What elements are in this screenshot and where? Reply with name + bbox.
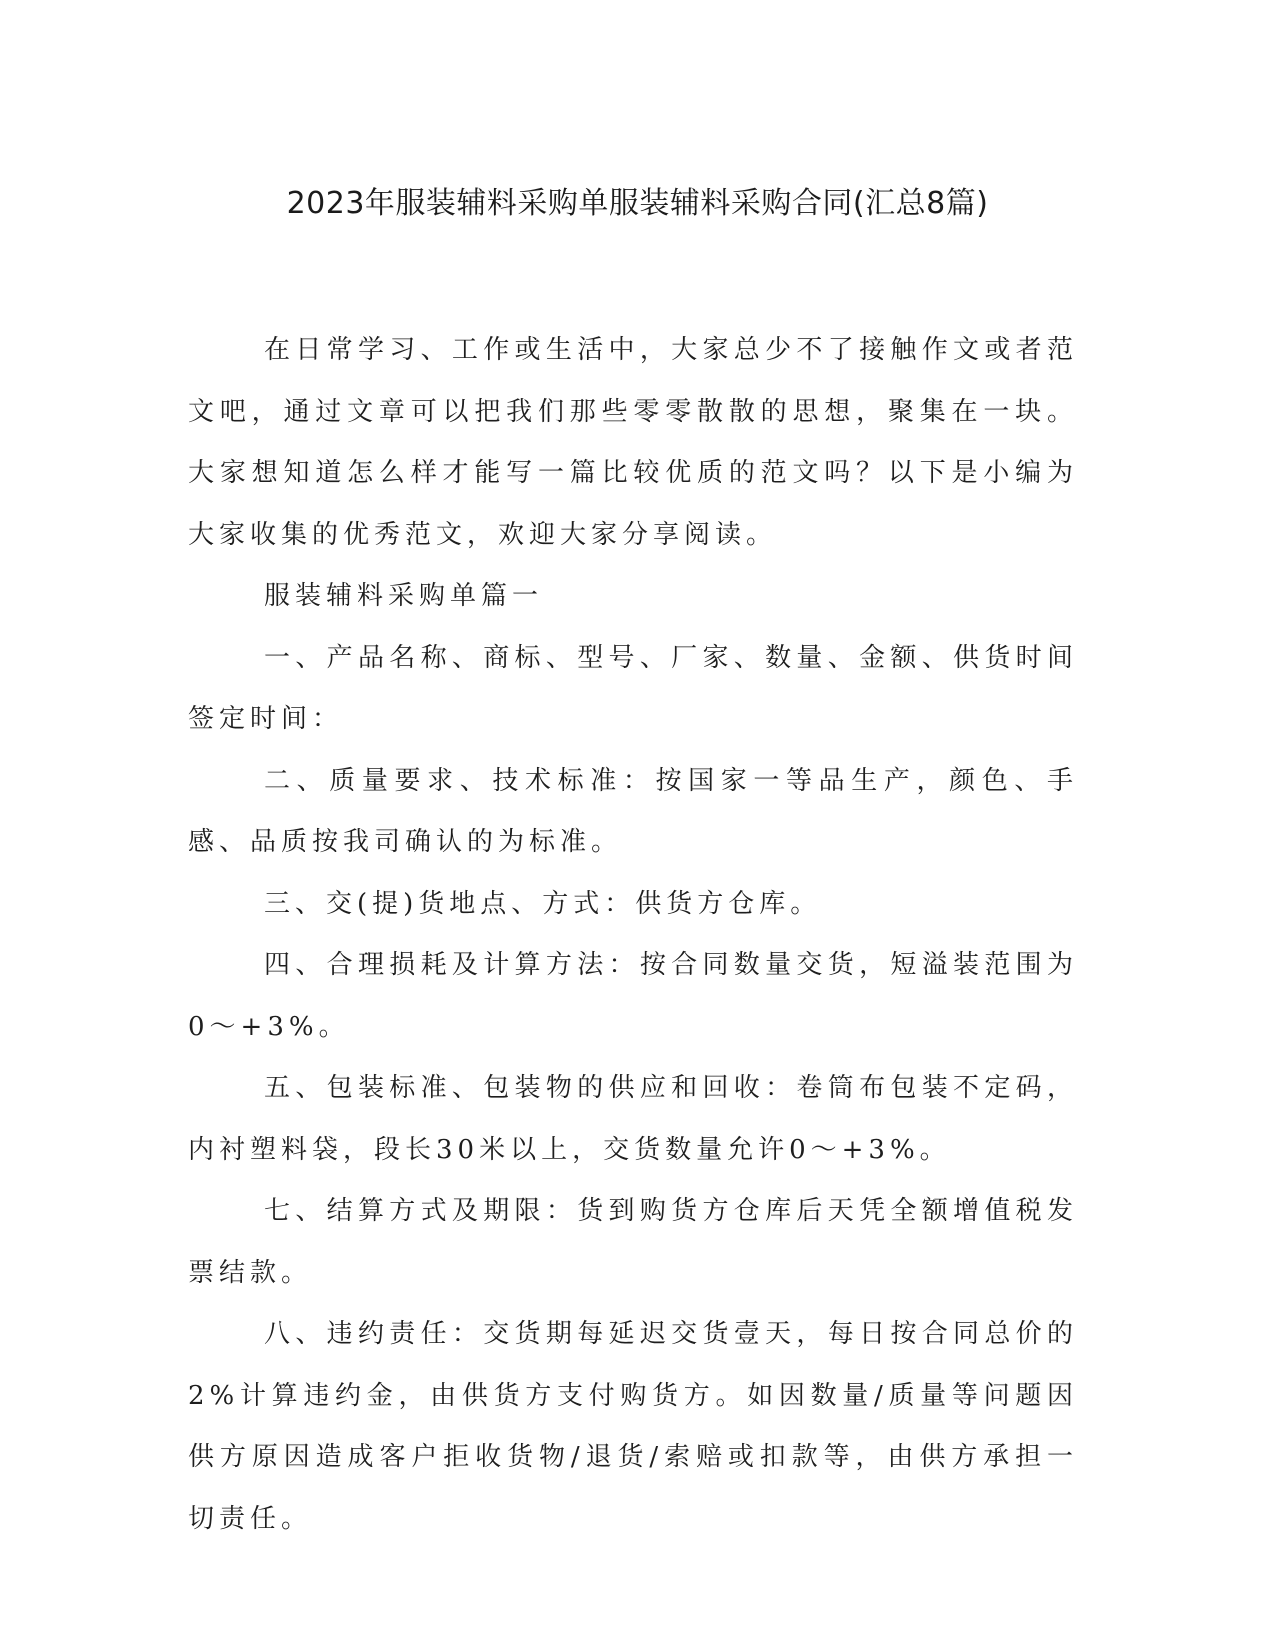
document-body	[188, 320, 1078, 1550]
intro-paragraph: 在日常学习、工作或生活中，大家总少不了接触作文或者范文吧，通过文章可以把我们那些零零散散的思想，聚集在一块。大家想知道怎么样才能写一篇比较优质的范文吗？以下是小编为大家收集的优秀范文，欢迎大家分享阅读。	[188, 335, 1078, 550]
document-title: 2023年服装辅料采购单服装辅料采购合同(汇总8篇)	[286, 186, 989, 221]
clause-paragraph: 四、合理损耗及计算方法：按合同数量交货，短溢装范围为0～+3%。	[188, 950, 1078, 1042]
section-heading: 服装辅料采购单篇一	[264, 581, 544, 611]
clause-paragraph: 五、包装标准、包装物的供应和回收：卷筒布包装不定码，内衬塑料袋，段长30米以上，交货数量允许0～+3%。	[188, 1073, 1078, 1165]
clause-paragraph: 一、产品名称、商标、型号、厂家、数量、金额、供货时间签定时间：	[188, 642, 1078, 734]
clause-paragraph: 七、结算方式及期限：货到购货方仓库后天凭全额增值税发票结款。	[188, 1196, 1078, 1288]
clause-paragraph: 三、交(提)货地点、方式：供货方仓库。	[264, 888, 822, 919]
clause-paragraph: 二、质量要求、技术标准：按国家一等品生产，颜色、手感、品质按我司确认的为标准。	[188, 765, 1078, 857]
clause-paragraph: 八、违约责任：交货期每延迟交货壹天，每日按合同总价的2%计算违约金，由供货方支付购货方。如因数量/质量等问题因供方原因造成客户拒收货物/退货/索赔或扣款等，由供方承担一切责任。	[188, 1319, 1078, 1534]
